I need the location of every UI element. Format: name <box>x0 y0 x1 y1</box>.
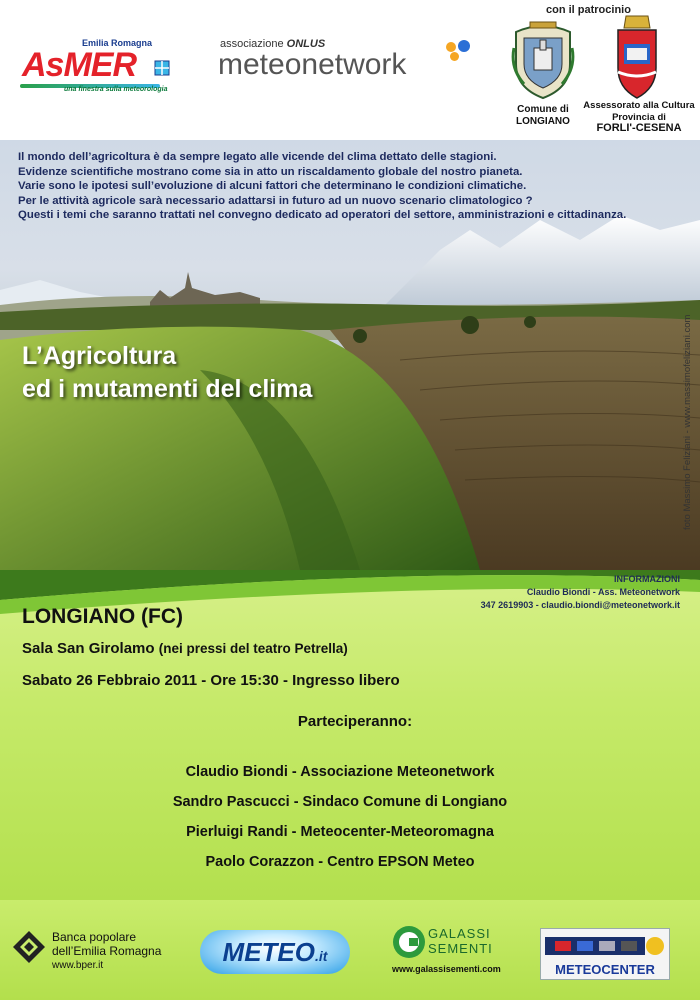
intro-line: Varie sono le ipotesi sull’evoluzione di alcuni fattori che determinano le condizioni climatiche. <box>18 180 527 193</box>
headline <box>22 340 312 406</box>
headline-line2: ed i mutamenti del clima <box>22 375 313 403</box>
sponsors-footer <box>0 900 700 1000</box>
info-contact: Claudio Biondi - Ass. Meteonetwork <box>526 587 680 597</box>
meteocenter-text: METEOCENTER <box>555 962 655 977</box>
asmer-logo <box>20 38 180 98</box>
galassi-line1: GALASSI <box>428 926 491 941</box>
provincia-crest-icon <box>612 14 662 100</box>
speaker-item: Sandro Pascucci - Sindaco Comune di Longiano <box>172 794 508 810</box>
asmer-region: Emilia Romagna <box>82 38 153 48</box>
info-box <box>481 573 680 612</box>
intro-text <box>18 150 688 223</box>
info-phone-email[interactable]: 347 2619903 - claudio.biondi@meteonetwork.it <box>480 600 680 610</box>
patrocinio-label: con il patrocinio <box>546 4 631 16</box>
meteonetwork-logo <box>218 38 488 88</box>
longiano-crest-icon <box>510 18 576 100</box>
info-title: INFORMAZIONI <box>614 574 680 584</box>
asmer-tagline: una finestra sulla meteorologia <box>64 86 168 93</box>
headline-line1: L’Agricoltura <box>22 342 177 370</box>
meteonetwork-name: meteonetwork <box>218 48 407 81</box>
comune-label: Comune di LONGIANO <box>516 104 570 127</box>
photo-credit: foto Massimo Feliziani - www.massimofeliziani.com <box>682 314 693 530</box>
header <box>0 0 700 140</box>
bper-url[interactable]: www.bper.it <box>52 960 104 971</box>
event-location: LONGIANO (FC) <box>22 605 183 628</box>
bper-diamond-icon <box>12 930 46 964</box>
event-section <box>0 570 700 900</box>
speaker-item: Pierluigi Randi - Meteocenter-Meteoromagna <box>186 824 494 840</box>
meteonetwork-assoc: associazione ONLUS <box>220 38 326 50</box>
landscape-photo <box>0 140 700 570</box>
speaker-item: Paolo Corazzon - Centro EPSON Meteo <box>205 854 475 870</box>
venue-note: (nei pressi del teatro Petrella) <box>158 641 348 656</box>
speaker-item: Claudio Biondi - Associazione Meteonetwork <box>185 764 495 780</box>
meteocenter-banner-icon <box>545 933 665 959</box>
bper-line2: dell’Emilia Romagna <box>52 944 162 958</box>
asmer-window-icon <box>154 60 170 76</box>
meteo-it-wordmark: METEO.it <box>222 937 328 967</box>
galassi-g-icon <box>392 924 426 960</box>
asmer-wordmark: AsMER <box>22 46 137 84</box>
intro-line: Evidenze scientifiche mostrano come sia in atto un riscaldamento globale del nostro pianeta. <box>18 165 523 178</box>
provincia-label: Assessorato alla Cultura Provincia di FORLI'-CESENA <box>583 100 695 134</box>
intro-line: Questi i temi che saranno trattati nel convegno dedicato ad operatori del settore, amministrazioni e cittadinanza. <box>18 209 627 222</box>
galassi-url[interactable]: www.galassisementi.com <box>392 964 501 974</box>
intro-line: Il mondo dell’agricoltura è da sempre legato alle vicende del clima dettato delle stagioni. <box>18 151 497 163</box>
meteo-it-logo <box>200 930 350 974</box>
galassi-line2: SEMENTI <box>428 941 493 956</box>
speakers-list <box>0 757 700 877</box>
participants-label: Parteciperanno: <box>297 713 413 730</box>
meteonetwork-dots-icon <box>446 38 486 68</box>
galassi-logo <box>392 924 512 980</box>
bper-line1: Banca popolare <box>52 930 137 944</box>
meteocenter-logo <box>540 928 670 980</box>
event-venue: Sala San Girolamo (nei pressi del teatro Petrella) <box>22 640 348 657</box>
intro-line: Per le attività agricole sarà necessario adattarsi in futuro ad un nuovo scenario climatologico ? <box>18 194 533 207</box>
event-datetime: Sabato 26 Febbraio 2011 - Ore 15:30 - Ingresso libero <box>22 672 400 689</box>
bper-logo <box>12 928 192 978</box>
